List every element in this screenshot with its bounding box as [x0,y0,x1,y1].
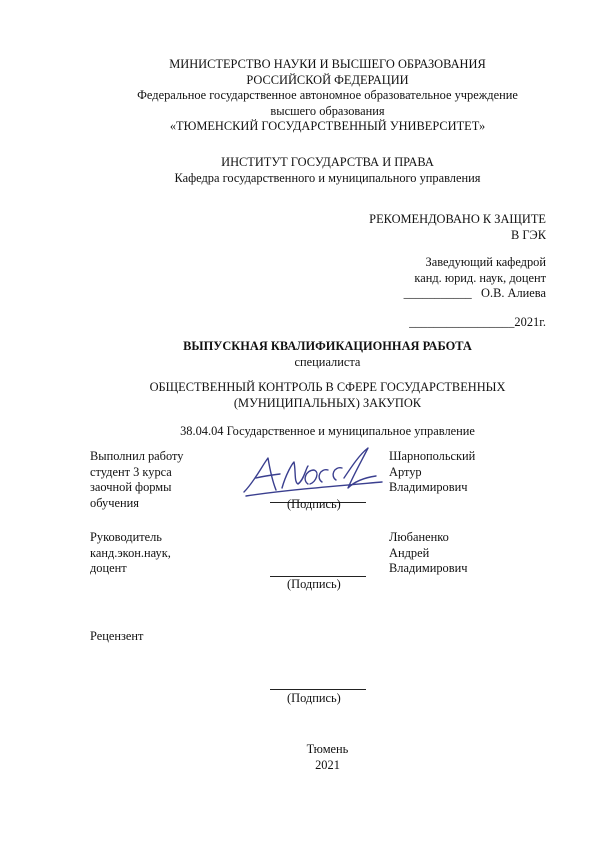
specialty: 38.04.04 Государственное и муниципальное управление [180,424,475,438]
work-level: специалиста [294,354,361,369]
work-title-line-2: (МУНИЦИПАЛЬНЫХ) ЗАКУПОК [233,395,422,410]
supervisor-role-line-1: Руководитель [90,530,162,544]
reviewer-signature-caption: (Подпись) [287,691,341,705]
head-signature-row [404,286,546,302]
institution-line-2: высшего образования [270,103,385,118]
student-role-line-4: обучения [90,495,139,510]
institution-line-1: Федеральное государственное автономное образовательное учреждение [137,88,518,102]
head-of-department-block [404,255,546,302]
header-block [80,57,575,135]
student-first-name: Артур [389,464,422,479]
supervisor-role [90,530,171,577]
head-title: Заведующий кафедрой [425,255,546,269]
supervisor-name [389,530,467,577]
work-title [80,380,575,411]
year: 2021 [315,757,340,772]
supervisor-surname: Любаненко [389,530,449,544]
student-role-line-2: студент 3 курса [90,464,172,479]
institute-name: ИНСТИТУТ ГОСУДАРСТВА И ПРАВА [221,155,434,169]
reviewer-role: Рецензент [90,629,144,643]
supervisor-role-line-2: канд.экон.наук, [90,545,171,560]
recommended-line-2: В ГЭК [511,227,546,242]
head-name: О.В. Алиева [481,286,546,300]
recommended-line-1: РЕКОМЕНДОВАНО К ЗАЩИТЕ [369,212,546,226]
student-role-line-3: заочной формы [90,480,172,494]
student-name [389,449,475,496]
ministry-line-1: МИНИСТЕРСТВО НАУКИ И ВЫСШЕГО ОБРАЗОВАНИЯ [169,57,486,71]
student-patronymic: Владимирович [389,480,468,494]
student-surname: Шарнопольский [389,449,476,463]
student-signature-caption: (Подпись) [287,497,341,511]
work-heading [80,339,575,370]
head-signature-line: ___________ [403,286,472,300]
ministry-line-2: РОССИЙСКОЙ ФЕДЕРАЦИИ [246,72,409,87]
head-degree: канд. юрид. наук, доцент [414,270,546,285]
institute-block [80,155,575,186]
work-title-line-1: ОБЩЕСТВЕННЫЙ КОНТРОЛЬ В СФЕРЕ ГОСУДАРСТВЕННЫХ [149,380,506,394]
city: Тюмень [306,742,349,756]
student-handwritten-signature [236,444,386,502]
student-role [90,449,183,511]
footer [80,742,575,773]
work-type: ВЫПУСКНАЯ КВАЛИФИКАЦИОННАЯ РАБОТА [183,339,472,353]
university-name: «ТЮМЕНСКИЙ ГОСУДАРСТВЕННЫЙ УНИВЕРСИТЕТ» [169,119,486,133]
student-role-line-1: Выполнил работу [90,449,184,463]
supervisor-signature-caption: (Подпись) [287,577,341,591]
reviewer-signature-line [270,689,366,690]
supervisor-patronymic: Владимирович [389,561,468,575]
department-name: Кафедра государственного и муниципального управления [174,170,481,185]
supervisor-role-line-3: доцент [90,561,127,575]
supervisor-first-name: Андрей [389,545,430,560]
approval-date: _________________2021г. [409,315,546,329]
approval-block [369,212,546,243]
